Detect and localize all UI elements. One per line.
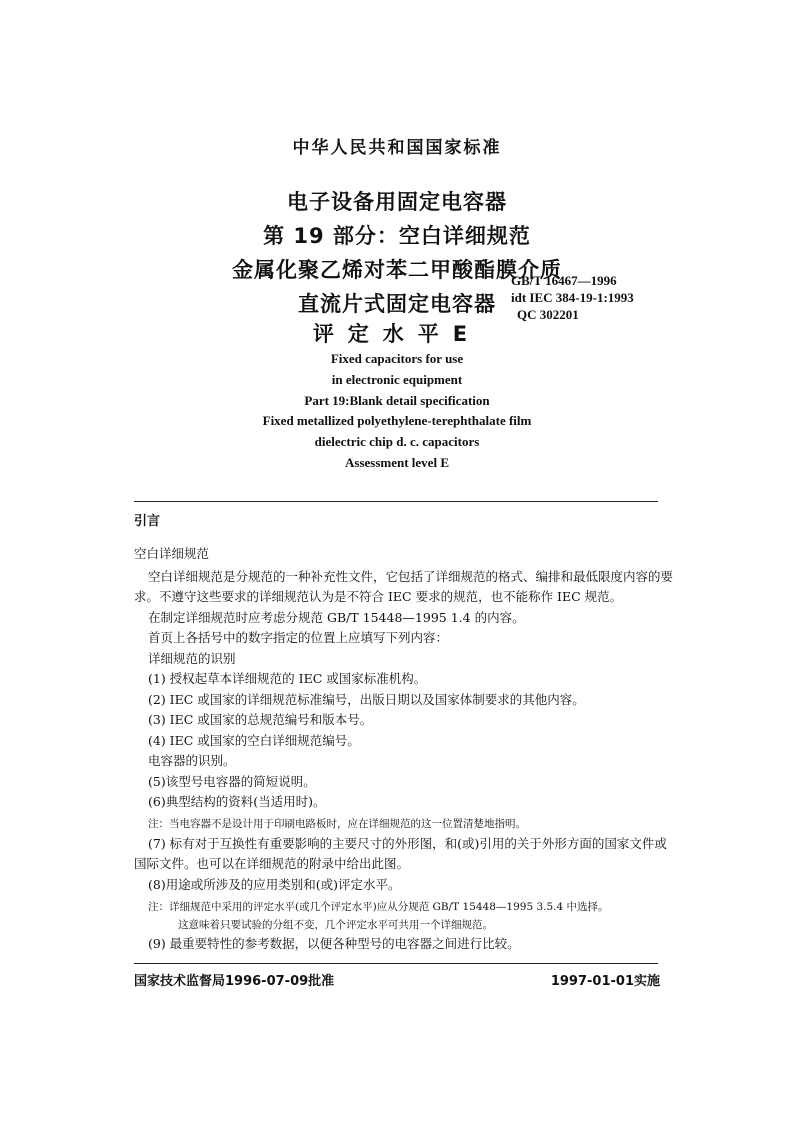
english-title-line-3: Part 19:Blank detail specification (304, 393, 490, 408)
body-line: 电容器的识别。 (148, 753, 236, 768)
body-line: (4) IEC 或国家的空白详细规范编号。 (148, 733, 360, 748)
iec-equivalent: idt IEC 384-19-1:1993 (511, 290, 634, 305)
implementation-date: 1997-01-01实施 (550, 974, 660, 989)
chinese-title-line-4: 直流片式固定电容器 (298, 292, 496, 316)
english-title-line-2: in electronic equipment (331, 372, 463, 387)
body-line: (8)用途或所涉及的应用类别和(或)评定水平。 (148, 877, 401, 892)
body-line: (1) 授权起草本详细规范的 IEC 或国家标准机构。 (148, 671, 427, 686)
body-line: 空白详细规范是分规范的一种补充性文件，它包括了详细规范的格式、编排和最低限度内容的要 (148, 569, 674, 584)
section-heading: 引言 (134, 514, 161, 529)
body-line: 国际文件。也可以在详细规范的附录中给出此图。 (134, 856, 410, 871)
note-line: 注：当电容器不是设计用于印刷电路板时，应在详细规范的这一位置清楚地指明。 (148, 818, 526, 830)
note-line: 注：详细规范中采用的评定水平(或几个评定水平)应从分规范 GB/T 15448—1995 3.5.4 中选择。 (148, 901, 609, 913)
body-line: 详细规范的识别 (148, 651, 236, 666)
body-line: 空白详细规范 (134, 546, 210, 561)
chinese-title-line-3: 金属化聚乙烯对苯二甲酸酯膜介质 (232, 258, 562, 282)
chinese-title-line-1: 电子设备用固定电容器 (287, 190, 507, 214)
chinese-title-line-5: 评定水平E (312, 322, 482, 346)
qc-number: QC 302201 (517, 307, 579, 322)
body-line: (5)该型号电容器的简短说明。 (148, 774, 316, 789)
note-line: 这意味着只要试验的分组不变，几个评定水平可共用一个详细规范。 (178, 919, 493, 931)
english-title-line-5: dielectric chip d. c. capacitors (314, 434, 480, 449)
document-body (134, 512, 674, 952)
approval-date: 国家技术监督局1996-07-09批准 (134, 974, 335, 989)
standard-codes (511, 272, 634, 323)
english-title-line-1: Fixed capacitors for use (330, 351, 464, 366)
chinese-title-line-2: 第 19 部分：空白详细规范 (263, 224, 531, 248)
body-line: (7) 标有对于互换性有重要影响的主要尺寸的外形图，和(或)引用的关于外形方面的国家文件或 (148, 836, 667, 851)
body-line: (9) 最重要特性的参考数据，以便各种型号的电容器之间进行比较。 (148, 936, 520, 951)
body-line: 在制定详细规范时应考虑分规范 GB/T 15448—1995 1.4 的内容。 (148, 610, 525, 625)
english-title-line-4: Fixed metallized polyethylene-terephthalate film (262, 413, 532, 428)
national-standard-title: 中华人民共和国国家标准 (292, 138, 502, 158)
body-line: 求。不遵守这些要求的详细规范认为是不符合 IEC 要求的规范，也不能称作 IEC 规范。 (134, 589, 623, 604)
body-line: (2) IEC 或国家的详细规范标准编号，出版日期以及国家体制要求的其他内容。 (148, 692, 585, 707)
body-line: (3) IEC 或国家的总规范编号和版本号。 (148, 712, 373, 727)
footer-divider (134, 963, 658, 964)
body-line: (6)典型结构的资料(当适用时)。 (148, 794, 326, 809)
body-line: 首页上各括号中的数字指定的位置上应填写下列内容： (148, 630, 449, 645)
english-title-line-6: Assessment level E (345, 455, 449, 470)
standard-number: GB/T 16467—1996 (511, 273, 617, 288)
header-divider (134, 501, 658, 502)
